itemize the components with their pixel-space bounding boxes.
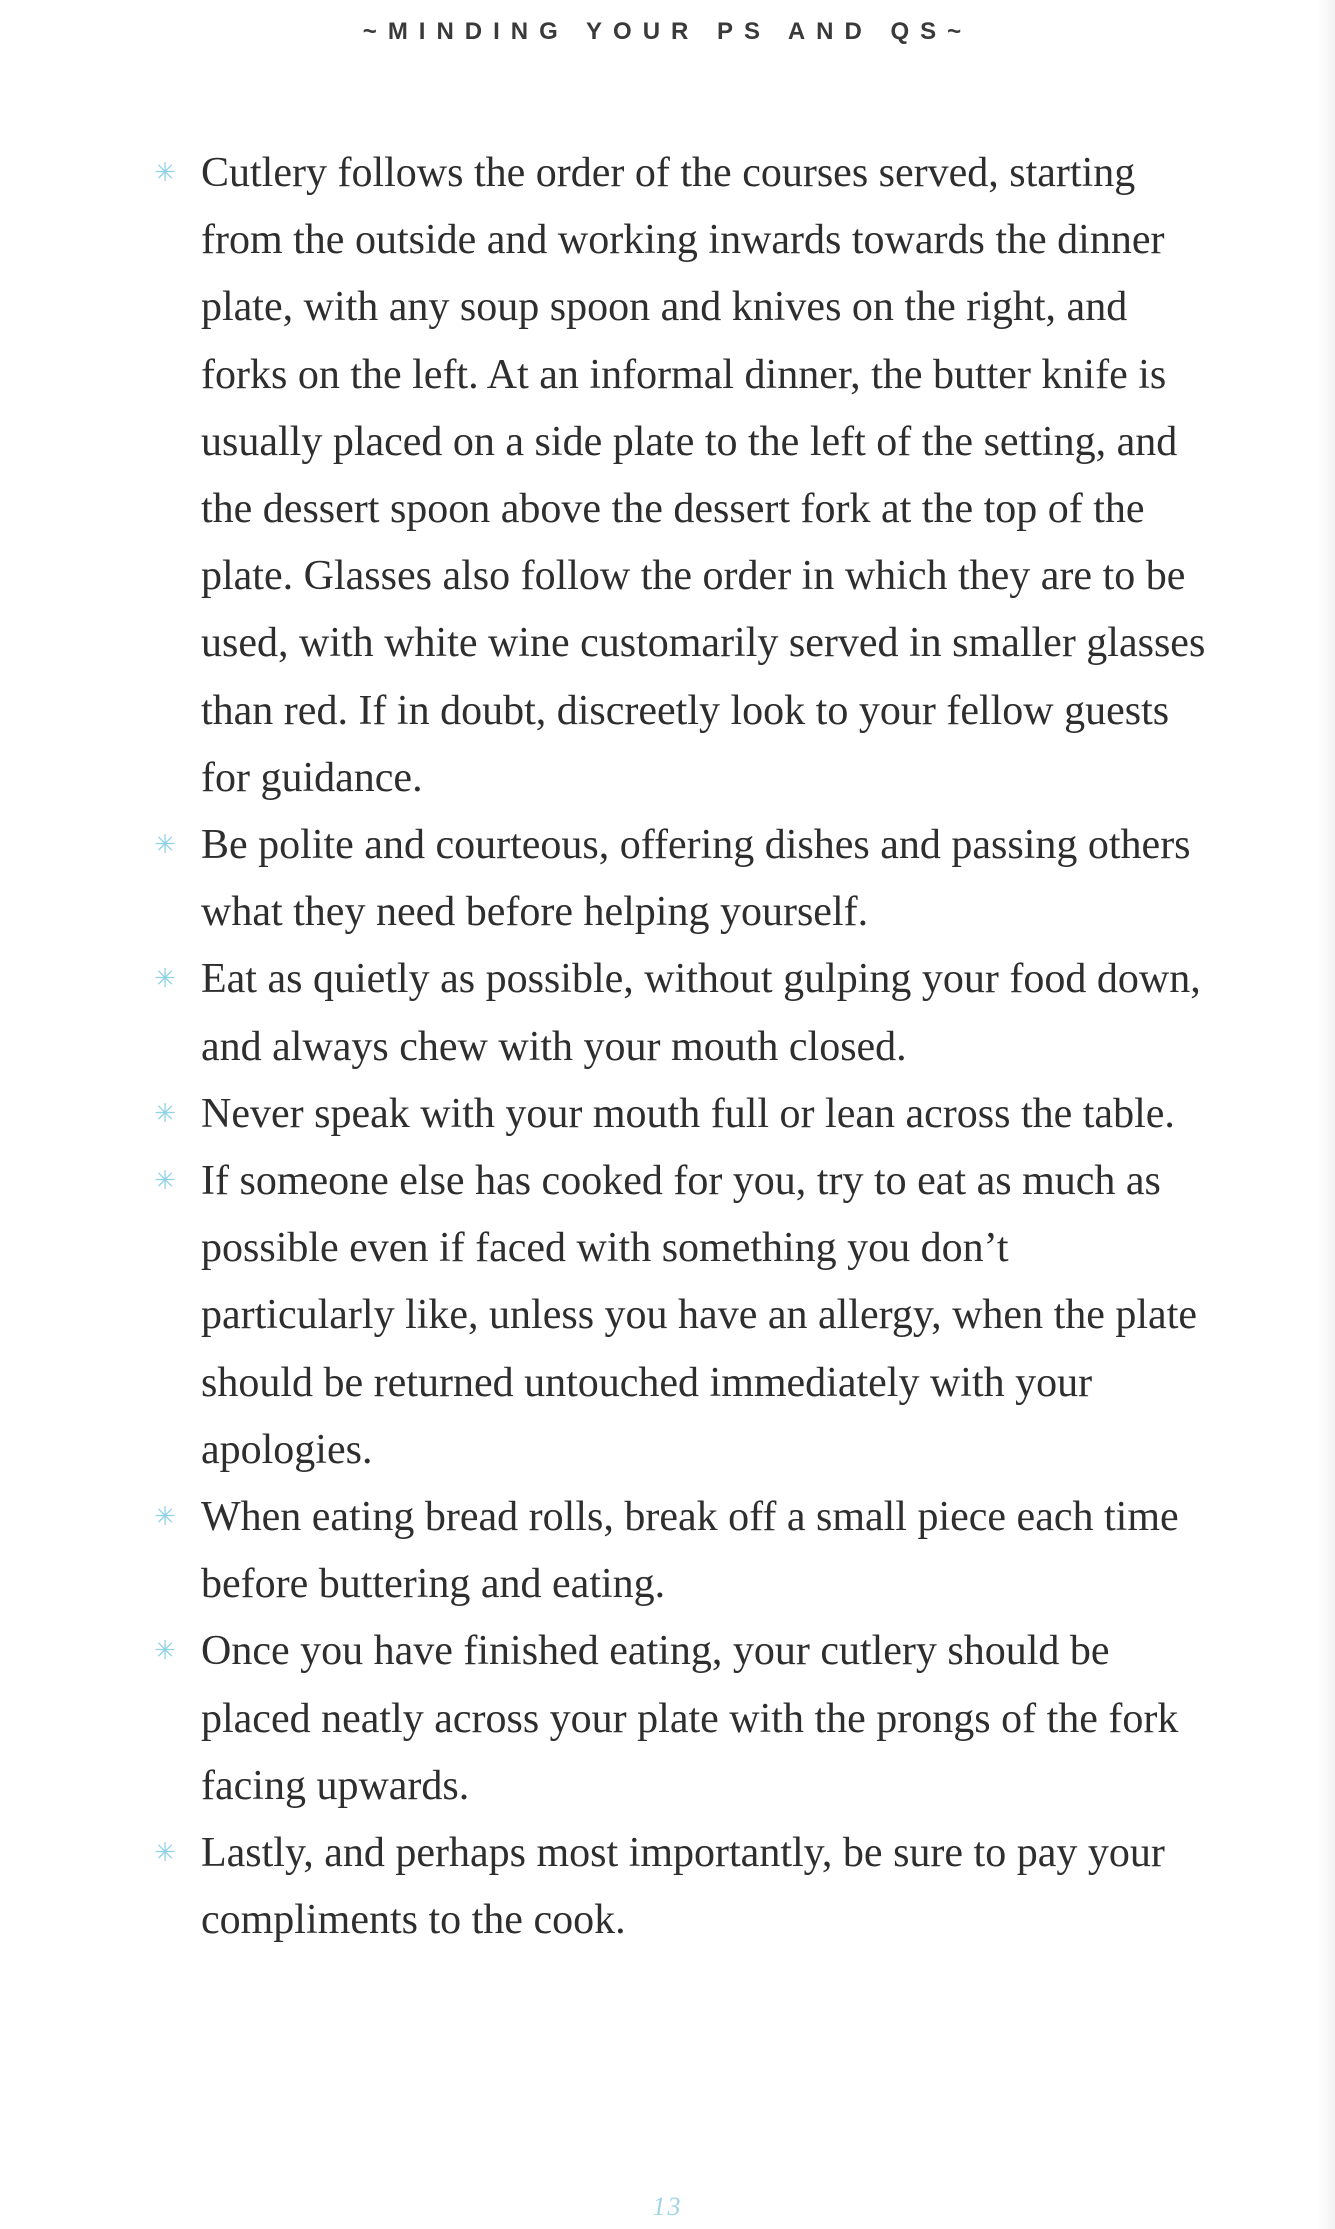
list-item [148, 812, 1208, 946]
list-item [148, 1820, 1208, 1954]
list-item-text: Lastly, and perhaps most importantly, be sure to pay your compliments to the cook. [201, 1830, 1165, 1944]
asterisk-icon: ✳ [154, 964, 176, 995]
list-item [148, 1484, 1208, 1618]
list-item-text: Once you have finished eating, your cutlery should be placed neatly across your plate with the prongs of the fork facing upwards. [201, 1628, 1179, 1809]
asterisk-icon: ✳ [154, 1636, 176, 1667]
list-item-text: Eat as quietly as possible, without gulping your food down, and always chew with your mouth closed. [201, 956, 1201, 1070]
list-item-text: When eating bread rolls, break off a small piece each time before buttering and eating. [201, 1494, 1179, 1608]
asterisk-icon: ✳ [154, 1838, 176, 1869]
asterisk-icon: ✳ [154, 1166, 176, 1197]
list-item [148, 140, 1208, 812]
list-item [148, 946, 1208, 1080]
asterisk-icon: ✳ [154, 158, 176, 188]
list-item [148, 1081, 1208, 1148]
list-item-text: Never speak with your mouth full or lean across the table. [201, 1090, 1175, 1137]
list-item-text: If someone else has cooked for you, try to eat as much as possible even if faced with something you don’t particularly like, unless you have an allergy, when the plate should be returned untouched immediately with your apologies. [201, 1158, 1198, 1473]
list-item-text: Be polite and courteous, offering dishes and passing others what they need before helping yourself. [201, 822, 1191, 936]
list-item [148, 1148, 1208, 1484]
page-number: 13 [652, 2192, 683, 2221]
list-item-text: Cutlery follows the order of the courses served, starting from the outside and working inwards towards the dinner plate, with any soup spoon and knives on the right, and forks on the left. At an informal dinner, the butter knife is usually placed on a side plate to the left of the setting, and the dessert spoon above the dessert fork at the top of the plate. Glasses also follow the order in which they are to be used, with white wine customarily served in smaller glasses than red. If in doubt, discreetly look to your fellow guests for guidance. [201, 150, 1206, 801]
list-item [148, 1618, 1208, 1820]
etiquette-bullet-list [148, 140, 1208, 1954]
asterisk-icon: ✳ [154, 1098, 176, 1129]
running-head: ~MINDING YOUR PS AND QS~ [362, 18, 973, 45]
asterisk-icon: ✳ [154, 830, 176, 861]
asterisk-icon: ✳ [154, 1502, 176, 1533]
page-edge-shadow [1317, 0, 1335, 2229]
